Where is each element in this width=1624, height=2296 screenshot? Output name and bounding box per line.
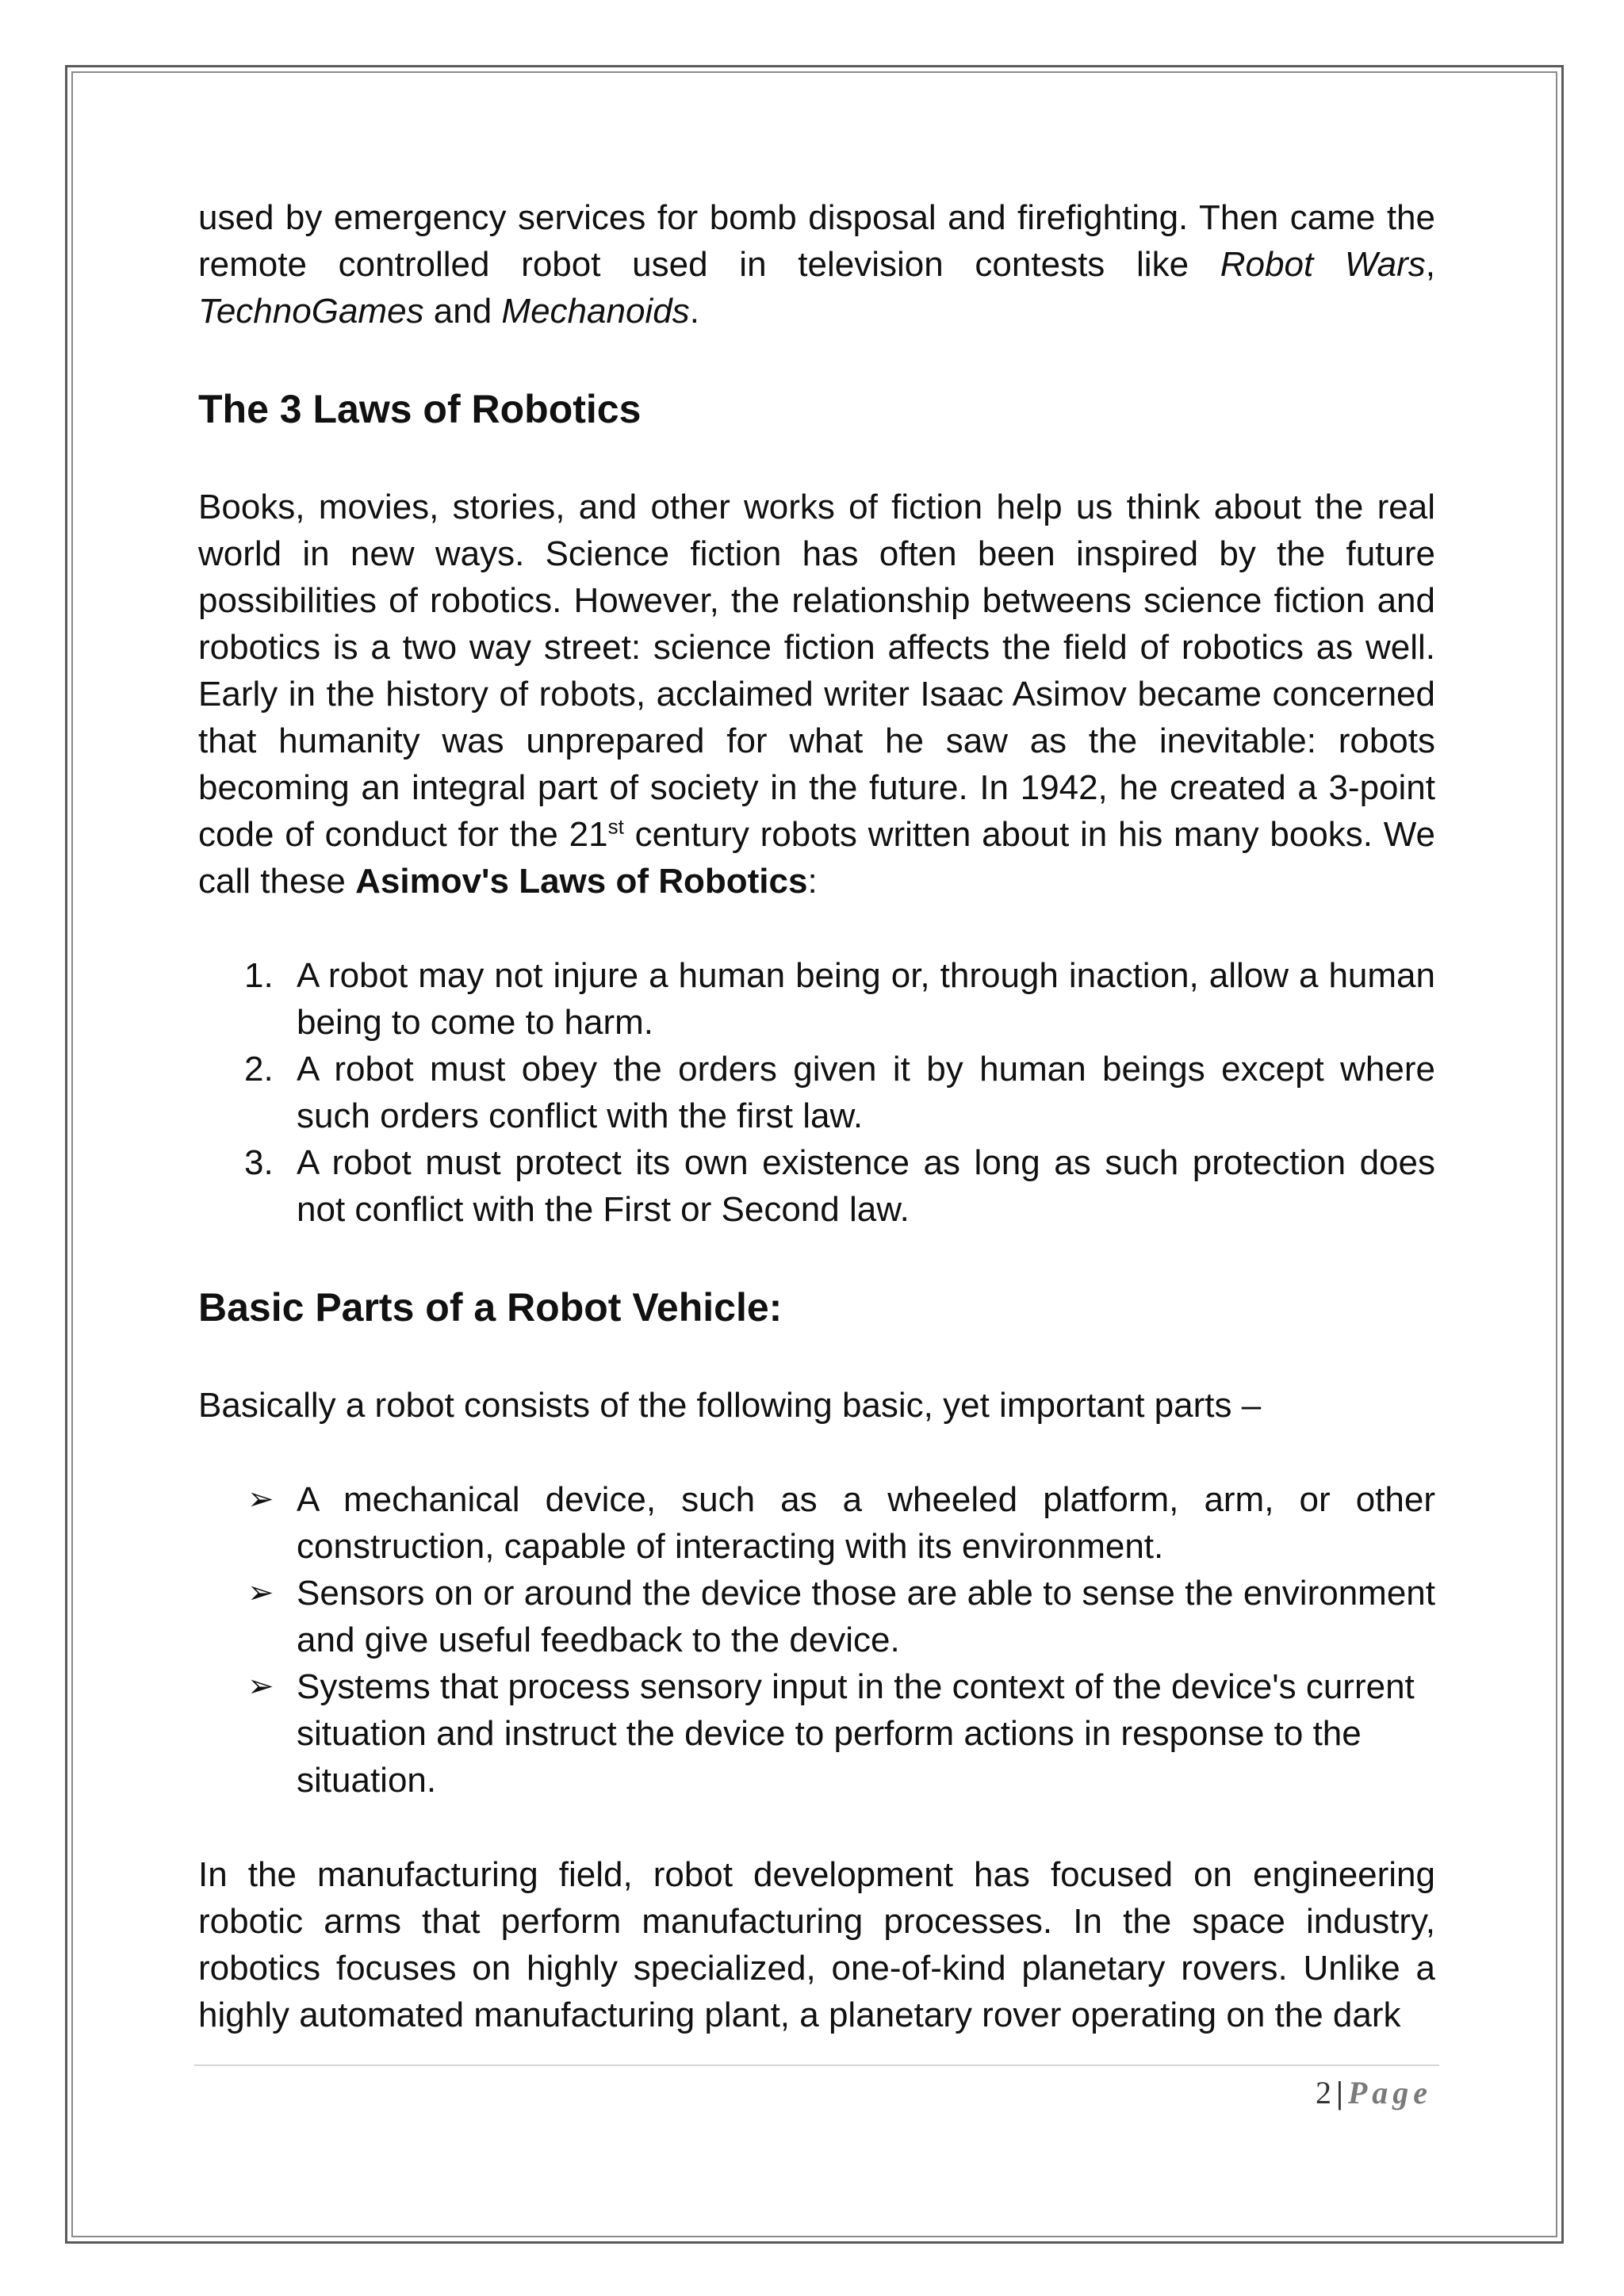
intro-text: used by emergency services for bomb disposal and firefighting. Then came the remote controlled robot used in television contests like (198, 198, 1435, 284)
intro-separator: , (1425, 245, 1435, 284)
intro-end: . (689, 292, 699, 331)
laws-intro-end: : (807, 862, 818, 901)
page-number: 2 (1316, 2075, 1331, 2110)
law-text: A robot must obey the orders given it by human beings except where such orders conflict with the first law. (297, 1050, 1435, 1135)
laws-intro-text: Books, movies, stories, and other works of fiction help us think about the real world in new ways. Science fiction has often been inspired by the future possibilities of robotics. However, the relationship betweens science fiction and robotics is a two way street: science fiction affects the field of robotics as well. Early in the history of robots, acclaimed writer Isaac Asimov became concerned that humanity was unprepared for what he saw as the inevitable: robots becoming an integral part of society in the future. In 1942, he created a 3-point code of conduct for the 21 (198, 488, 1435, 854)
law-number: 3. (244, 1143, 274, 1182)
section-heading-laws: The 3 Laws of Robotics (198, 387, 642, 431)
part-text: Systems that process sensory input in the context of the device's current situation and instruct the device to perform actions in response to the situation. (297, 1667, 1415, 1800)
laws-intro-paragraph (198, 484, 1435, 905)
footer-divider (194, 2064, 1439, 2066)
list-item (198, 1663, 1435, 1804)
laws-list (198, 952, 1435, 1233)
arrow-bullet-icon: ➢ (247, 1669, 274, 1704)
ordinal-suffix: st (607, 814, 624, 839)
law-text: A robot must protect its own existence as long as such protection does not conflict with the First or Second law. (297, 1143, 1435, 1229)
arrow-bullet-icon: ➢ (247, 1575, 274, 1610)
parts-list (198, 1476, 1435, 1804)
list-item (198, 1570, 1435, 1663)
closing-paragraph: In the manufacturing field, robot development has focused on engineering robotic arms that perform manufacturing processes. In the space industry, robotics focuses on highly specialized, one-of-kind planetary rovers. Unlike a highly automated manufacturing plant, a planetary rover operating on the dark (198, 1855, 1435, 2034)
title-technogames: TechnoGames (198, 292, 424, 331)
page-content (198, 194, 1435, 2038)
intro-separator: and (423, 292, 502, 331)
page-label: Page (1347, 2075, 1432, 2110)
laws-intro-text-continued: century robots written about in his many books. We call these (198, 815, 1435, 901)
title-mechanoids: Mechanoids (501, 292, 690, 331)
arrow-bullet-icon: ➢ (247, 1482, 274, 1517)
section-heading-parts: Basic Parts of a Robot Vehicle: (198, 1285, 783, 1330)
law-number: 1. (244, 956, 274, 995)
page-footer (1110, 2069, 1432, 2117)
law-number: 2. (244, 1050, 274, 1089)
law-text: A robot may not injure a human being or, through inaction, allow a human being to come to harm. (297, 956, 1435, 1042)
law-item (198, 1046, 1435, 1139)
footer-separator: | (1336, 2075, 1343, 2110)
title-robot-wars: Robot Wars (1220, 245, 1426, 284)
part-text: A mechanical device, such as a wheeled platform, arm, or other construction, capable of interacting with its environment. (297, 1480, 1435, 1566)
asimov-laws-term: Asimov's Laws of Robotics (355, 862, 808, 901)
intro-paragraph (198, 194, 1435, 335)
law-item (198, 1139, 1435, 1233)
part-text: Sensors on or around the device those are able to sense the environment and give useful feedback to the device. (297, 1574, 1435, 1659)
law-item (198, 952, 1435, 1046)
parts-intro: Basically a robot consists of the following basic, yet important parts – (198, 1386, 1262, 1425)
list-item (198, 1476, 1435, 1570)
